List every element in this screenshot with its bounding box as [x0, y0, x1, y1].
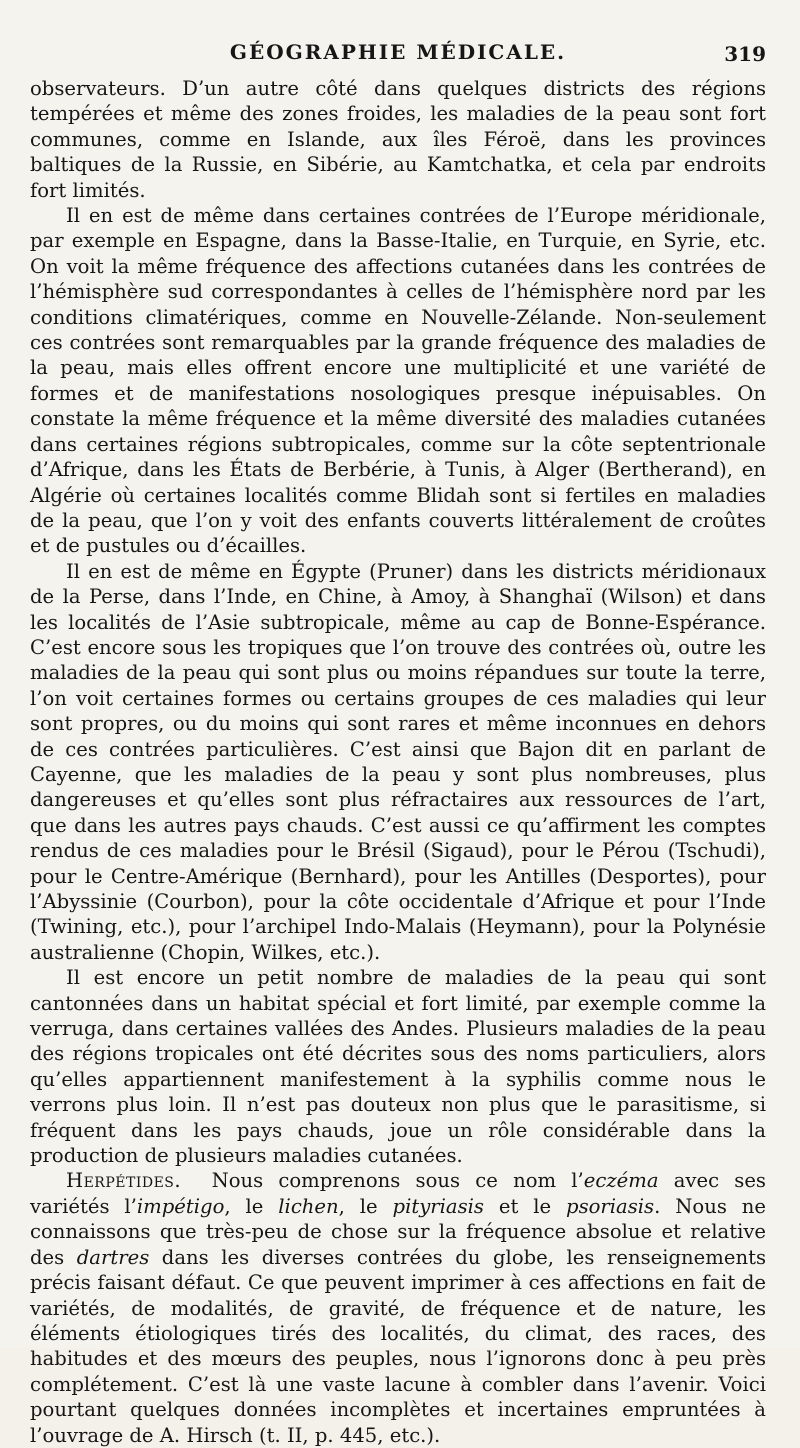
text-run: et le [483, 1194, 567, 1218]
page-header [30, 40, 766, 72]
text-run: , le [224, 1194, 279, 1218]
italic-term-pityriasis: pityriasis [392, 1194, 484, 1218]
paragraph-1: observateurs. D’un autre côté dans quelques districts des régions tempérées et même des zones froides, les maladies de la peau sont fort communes, comme en Islande, aux îles Féroë, dans les provinces baltiques de la Russie, en Sibérie, au Kamtchatka, et cela par endroits fort limités. [30, 77, 766, 202]
running-title: GÉOGRAPHIE MÉDICALE. [229, 40, 567, 64]
paragraph-3: Il en est de même en Égypte (Pruner) dans les districts méridionaux de la Perse, dans l’Inde, en Chine, à Amoy, à Shanghaï (Wilson) et dans les localités de l’Asie subtropicale, même au cap de Bonne-Espérance. C’est encore sous les tropiques que l’on trouve des contrées où, outre les maladies de la peau qui sont plus ou moins répandues sur toute la terre, l’on voit certaines formes ou certains groupes de ces maladies qui leur sont propres, ou du moins qui sont rares et même inconnues en dehors de ces contrées particulières. C’est ainsi que Bajon dit en parlant de Cayenne, que les maladies de la peau y sont plus nombreuses, plus dangereuses et qu’elles sont plus réfractaires aux ressources de l’art, que dans les autres pays chauds. C’est aussi ce qu’affirment les comptes rendus de ces maladies pour le Brésil (Sigaud), pour le Pérou (Tschudi), pour le Centre-Amérique (Bernhard), pour les Antilles (Desportes), pour l’Abyssinie (Courbon), pour la côte occidentale d’Afrique et pour l’Inde (Twining, etc.), pour l’archipel Indo-Malais (Heymann), pour la Polynésie australienne (Chopin, Wilkes, etc.). [30, 559, 766, 964]
paragraph-5 [30, 1168, 766, 1447]
text-run: dans les diverses contrées du globe, les renseignements précis faisant défaut. Ce que peuvent imprimer à ces affections en fait de variétés, de modalités, de gravité, de fréquence et de nature, les éléments étiologiques tirés des localités, du climat, des races, des habitudes et des mœurs des peuples, nous l’ignorons donc à peu près complétement. C’est là une vaste lacune à combler dans l’avenir. Voici pourtant quelques données incomplètes et incertaines empruntées à l’ouvrage de A. Hirsch (t. II, p. 445, etc.). [30, 1245, 766, 1447]
italic-term-eczema: eczéma [583, 1169, 659, 1193]
italic-term-lichen: lichen [278, 1194, 339, 1218]
section-heading-herpetides: Herpétides. [66, 1169, 182, 1193]
page-number: 319 [724, 42, 766, 66]
italic-term-psoriasis: psoriasis [566, 1194, 655, 1218]
text-run: avec ses variétés l’ [30, 1169, 766, 1218]
text-run: Nous comprenons sous ce nom l’ [211, 1169, 584, 1193]
text-run: , le [338, 1194, 393, 1218]
paragraph-2: Il en est de même dans certaines contrées de l’Europe méridionale, par exemple en Espagne, dans la Basse-Italie, en Turquie, en Syrie, etc. On voit la même fréquence des affections cutanées dans les contrées de l’hémisphère sud correspondantes à celles de l’hémisphère nord par les conditions climatériques, comme en Nouvelle-Zélande. Non-seulement ces contrées sont remarquables par la grande fréquence des maladies de la peau, mais elles offrent encore une multiplicité et une variété de formes et de manifestations nosologiques presque inépuisables. On constate la même fréquence et la même diversité des maladies cutanées dans certaines régions subtropicales, comme sur la côte septentrionale d’Afrique, dans les États de Berbérie, à Tunis, à Alger (Bertherand), en Algérie où certaines localités comme Blidah sont si fertiles en maladies de la peau, que l’on y voit des enfants couverts littéralement de croûtes et de pustules ou d’écailles. [30, 204, 766, 558]
text-run: . Nous ne connaissons que très-peu de chose sur la fréquence absolue et relative des [30, 1194, 766, 1269]
italic-term-dartres: dartres [76, 1245, 150, 1269]
text-body [30, 76, 766, 1448]
italic-term-impetigo: impétigo [136, 1194, 225, 1218]
paragraph-4: Il est encore un petit nombre de maladies de la peau qui sont cantonnées dans un habitat spécial et fort limité, par exemple comme la verruga, dans certaines vallées des Andes. Plusieurs maladies de la peau des régions tropicales ont été décrites sous des noms particuliers, alors qu’elles appartiennent manifestement à la syphilis comme nous le verrons plus loin. Il n’est pas douteux non plus que le parasitisme, si fréquent dans les pays chauds, joue un rôle considérable dans la production de plusieurs maladies cutanées. [30, 966, 766, 1168]
